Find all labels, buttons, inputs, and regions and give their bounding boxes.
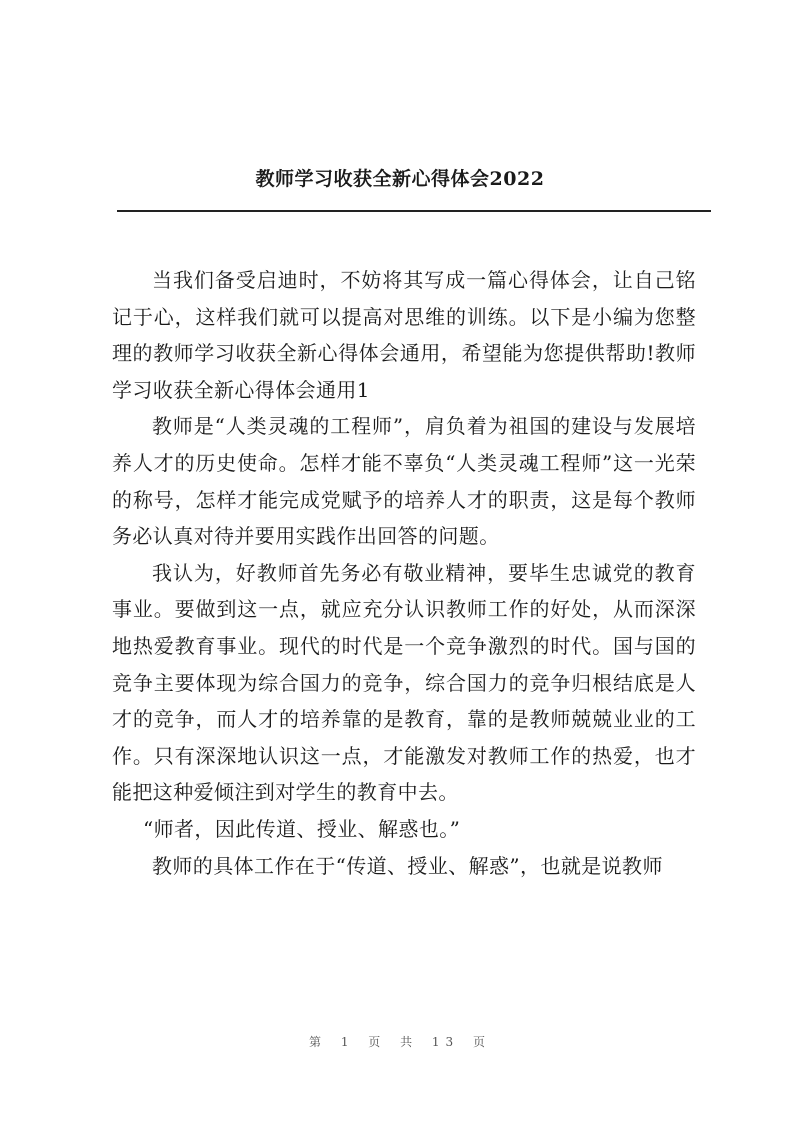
paragraph-teacher-work: 教师的具体工作在于“传道、授业、解惑”，也就是说教师: [152, 853, 663, 878]
title-divider: [117, 210, 711, 212]
paragraph-quote: “师者，因此传道、授业、解惑也。”: [143, 816, 461, 841]
document-title: 教师学习收获全新心得体会2022: [255, 168, 545, 190]
paragraph-teacher-mission: 教师是“人类灵魂的工程师”，肩负着为祖国的建设与发展培养人才的历史使命。怎样才能不辜负“人类灵魂工程师”这一光荣的称号，怎样才能完成党赋予的培养人才的职责，这是每个教师务必认真对待并要用实践作出回答的问题。: [112, 414, 696, 549]
page-number-footer: 第 1 页 共 13 页: [309, 1035, 491, 1049]
paragraph-intro: 当我们备受启迪时，不妨将其写成一篇心得体会，让自己铭记于心，这样我们就可以提高对思维的训练。以下是小编为您整理的教师学习收获全新心得体会通用，希望能为您提供帮助!教师学习收获全新心得体会通用1: [112, 268, 696, 402]
document-body: [112, 262, 696, 884]
paragraph-dedication: 我认为，好教师首先务必有敬业精神，要毕生忠诚党的教育事业。要做到这一点，就应充分认识教师工作的好处，从而深深地热爱教育事业。现代的时代是一个竞争激烈的时代。国与国的竞争主要体现为综合国力的竞争，综合国力的竞争归根结底是人才的竞争，而人才的培养靠的是教育，靠的是教师兢兢业业的工作。只有深深地认识这一点，才能激发对教师工作的热爱，也才能把这种爱倾注到对学生的教育中去。: [112, 560, 696, 805]
